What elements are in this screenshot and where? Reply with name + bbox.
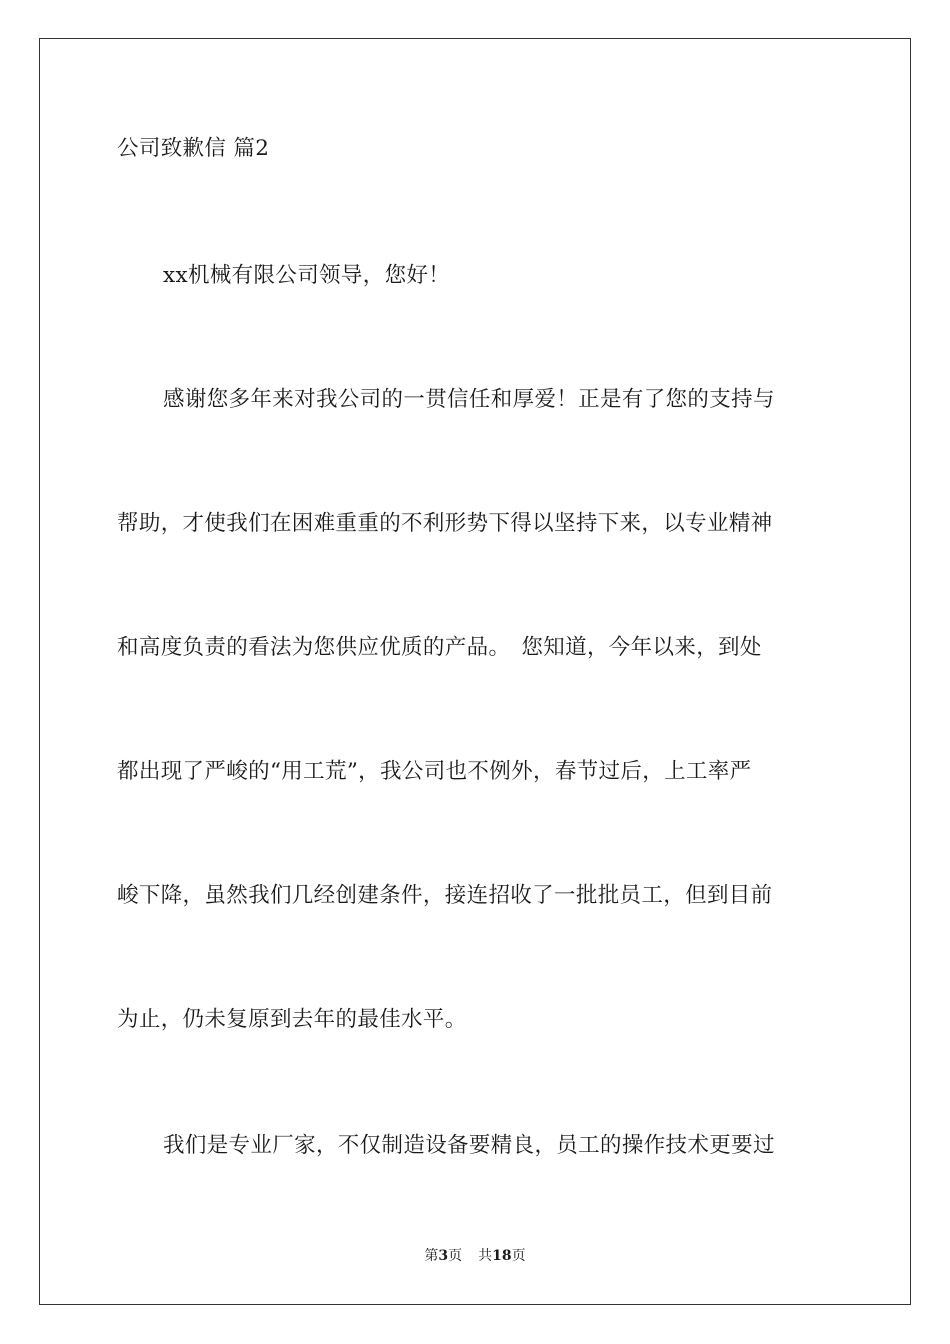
body-line-2: 帮助，才使我们在困难重重的不利形势下得以坚持下来，以专业精神 xyxy=(117,511,773,536)
body-line-7: 我们是专业厂家，不仅制造设备要精良，员工的操作技术更要过 xyxy=(163,1133,775,1158)
total-pages: 18 xyxy=(492,1248,512,1264)
page-suffix: 页 xyxy=(448,1248,463,1264)
body-line-4: 都出现了严峻的“用工荒”，我公司也不例外，春节过后，上工率严 xyxy=(117,759,752,784)
body-line-5: 峻下降，虽然我们几经创建条件，接连招收了一批批员工，但到目前 xyxy=(117,883,773,908)
salutation: xx机械有限公司领导，您好！ xyxy=(163,263,451,288)
page-prefix: 第 xyxy=(424,1248,439,1264)
document-heading: 公司致歉信 篇2 xyxy=(117,136,270,161)
body-line-3: 和高度负责的看法为您供应优质的产品。 您知道，今年以来，到处 xyxy=(117,635,762,660)
page-footer xyxy=(0,1246,950,1266)
total-suffix: 页 xyxy=(511,1248,526,1264)
total-prefix: 共 xyxy=(478,1248,493,1264)
page-number: 3 xyxy=(438,1248,449,1264)
page-border xyxy=(39,38,911,1305)
body-line-1: 感谢您多年来对我公司的一贯信任和厚爱！正是有了您的支持与 xyxy=(163,387,775,412)
body-line-6: 为止，仍未复原到去年的最佳水平。 xyxy=(117,1007,467,1032)
